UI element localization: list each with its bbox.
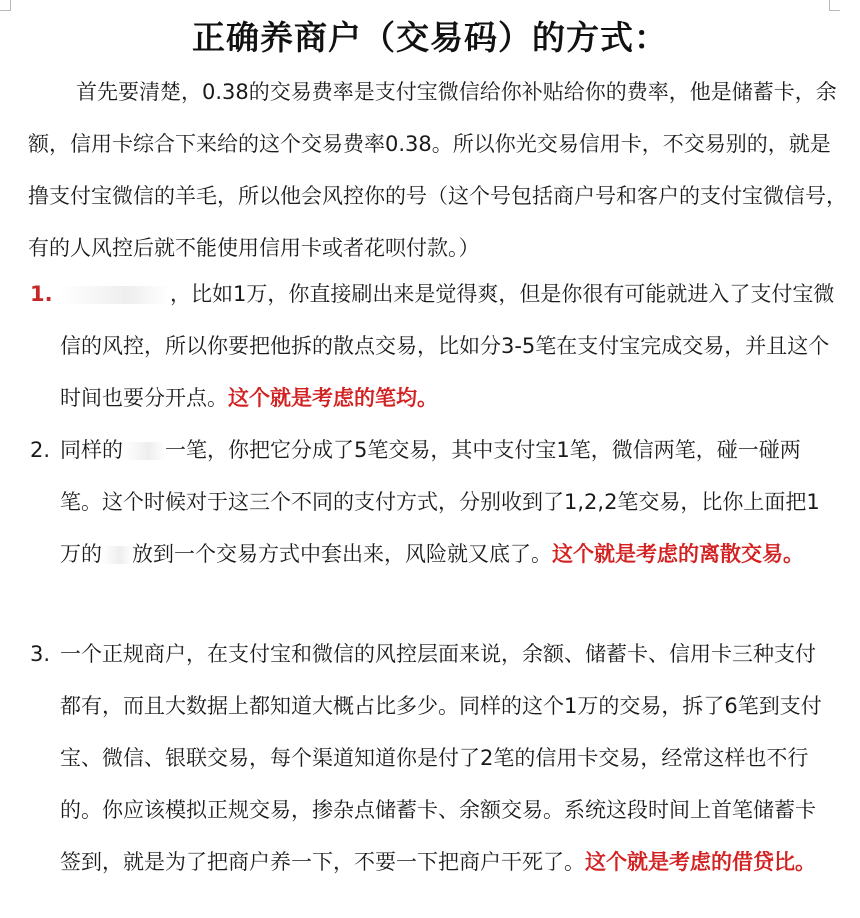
item-2-text: 一笔，你把它分成了5笔交易，其中支付宝1笔，微信两笔，碰一碰两笔。这个时候对于这三个不同的支付方式，分别收到了1,2,2笔交易，比你上面把1万的	[60, 438, 820, 566]
list-item-2	[30, 424, 836, 580]
intro-paragraph: 首先要清楚，0.38的交易费率是支付宝微信给你补贴给你的费率，他是储蓄卡，余额，信用卡综合下来给的这个交易费率0.38。所以你光交易信用卡，不交易别的，就是撸支付宝微信的羊毛，所以他会风控你的号（这个号包括商户号和客户的支付宝微信号，有的人风控后就不能使用信用卡或者花呗付款。）	[28, 80, 847, 260]
item-2-highlight: 这个就是考虑的离散交易。	[552, 542, 804, 566]
item-1-text: ，比如1万，你直接刷出来是觉得爽，但是你很有可能就进入了支付宝微信的风控，所以你要把他拆的散点交易，比如分3-5笔在支付宝完成交易，并且这个时间也要分开点。	[60, 282, 835, 410]
list-number-2: 2.	[30, 438, 51, 462]
redacted-text-2b	[102, 546, 132, 564]
list-item-1	[30, 268, 836, 424]
item-2-text-after: 放到一个交易方式中套出来，风险就又底了。	[132, 542, 552, 566]
redacted-text-2a	[123, 442, 165, 460]
redacted-text-1	[60, 286, 170, 304]
page-corner-mark-right	[829, 0, 840, 11]
item-1-highlight: 这个就是考虑的笔均。	[228, 386, 438, 410]
item-3-text: 一个正规商户，在支付宝和微信的风控层面来说，余额、储蓄卡、信用卡三种支付都有，而且大数据上都知道大概占比多少。同样的这个1万的交易，拆了6笔到支付宝、微信、银联交易，每个渠道知道你是付了2笔的信用卡交易，经常这样也不行的。你应该模拟正规交易，掺杂点储蓄卡、余额交易。系统这段时间上首笔储蓄卡签到，就是为了把商户养一下，不要一下把商户干死了。	[60, 642, 822, 874]
page-title: 正确养商户（交易码）的方式：	[192, 18, 668, 57]
page-corner-mark-left	[0, 0, 11, 11]
item-2-lead: 同样的	[60, 438, 123, 462]
item-3-highlight: 这个就是考虑的借贷比。	[585, 850, 816, 874]
list-item-3	[30, 628, 836, 888]
list-number-3: 3.	[30, 642, 51, 666]
list-number-1: 1.	[30, 282, 53, 306]
